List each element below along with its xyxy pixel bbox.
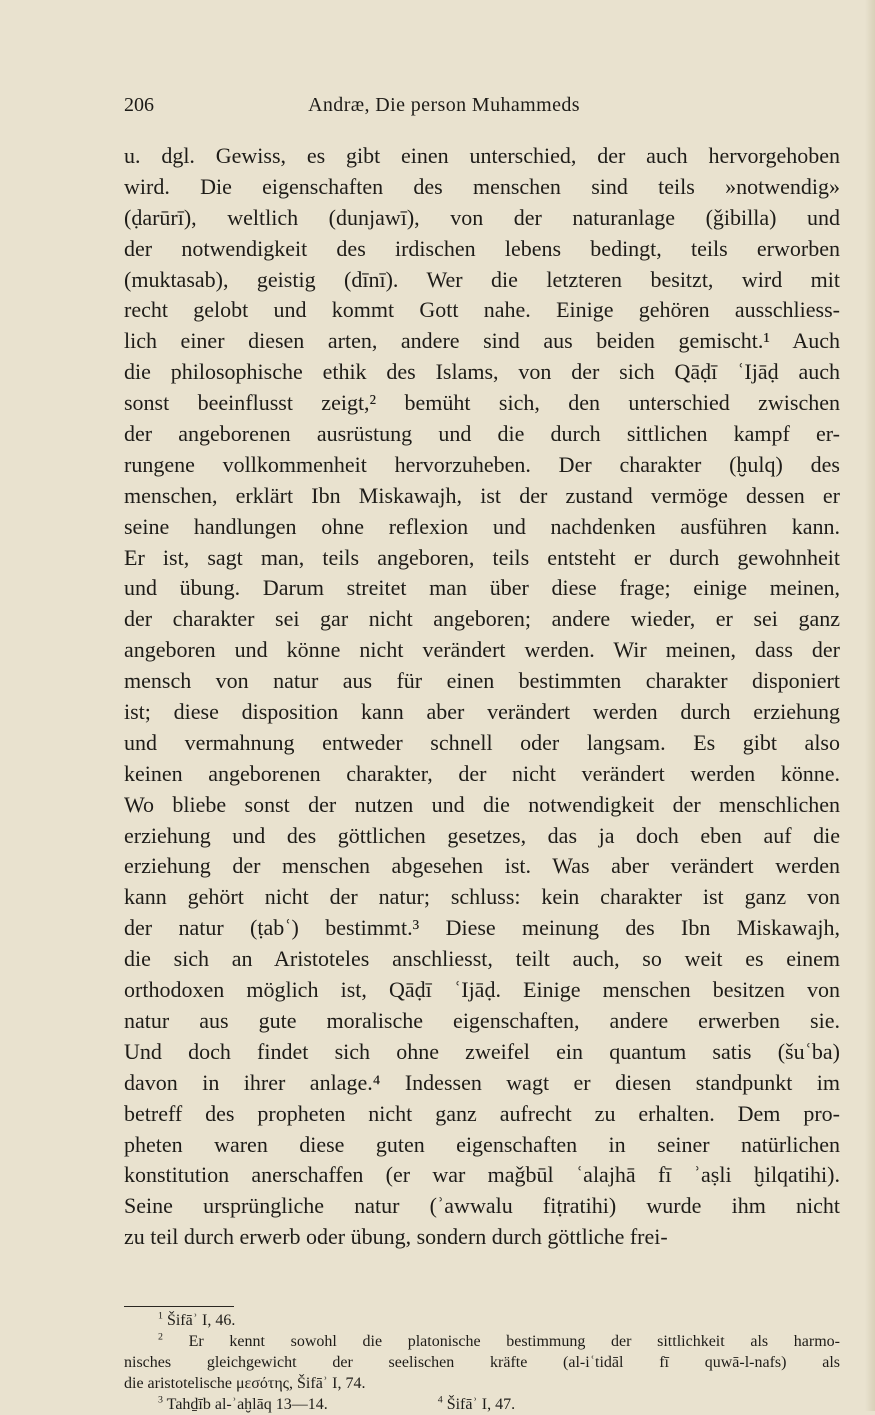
body-line: recht gelobt und kommt Gott nahe. Einige gehören ausschliess- — [124, 297, 840, 323]
footnote-2-line-2: nisches gleichgewicht der seelischen kräfte (al-iʿtidāl fī quwā-l-nafs) als — [124, 1354, 840, 1371]
body-line: der notwendigkeit des irdischen lebens bedingt, teils erworben — [124, 235, 840, 261]
body-line: zu teil durch erwerb oder übung, sondern durch göttliche frei- — [124, 1224, 668, 1250]
body-line: Und doch findet sich ohne zweifel ein quantum satis (šuʿba) — [124, 1038, 840, 1064]
body-line: konstitution anerschaffen (er war maǧbūl ʿalajhā fī ʾaṣli ḫilqatihi). — [124, 1162, 840, 1188]
page-header — [124, 94, 764, 122]
footnotes-3-4 — [124, 1394, 840, 1415]
running-title: Andræ, Die person Muhammeds — [308, 94, 580, 116]
footnote-4-number: 4 — [437, 1394, 443, 1406]
footnote-4-text: Šifāʾ I, 47. — [446, 1396, 516, 1413]
body-line: der natur (ṭabʿ) bestimmt.³ Diese meinung des Ibn Miskawajh, — [124, 915, 840, 941]
body-line: u. dgl. Gewiss, es gibt einen unterschied, der auch hervorgehoben — [124, 143, 840, 168]
body-line: keinen angeborenen charakter, der nicht verändert werden könne. — [124, 760, 840, 786]
footnote-2-line-3: die aristotelische μεσότης, Šifāʾ I, 74. — [124, 1375, 366, 1392]
body-text — [124, 141, 840, 1253]
body-line: sonst beeinflusst zeigt,² bemüht sich, den unterschied zwischen — [124, 390, 840, 416]
footnotes — [124, 1310, 840, 1415]
footnote-rule — [124, 1306, 234, 1307]
body-line: die philosophische ethik des Islams, von der sich Qāḍī ʿIjāḍ auch — [124, 359, 840, 385]
footnote-1-number: 1 — [158, 1310, 163, 1322]
body-line: Wo bliebe sonst der nutzen und die notwendigkeit der menschlichen — [124, 791, 840, 817]
body-line: der angeborenen ausrüstung und die durch sittlichen kampf er- — [124, 421, 840, 447]
body-line: betreff des propheten nicht ganz aufrecht zu erhalten. Dem pro- — [124, 1100, 840, 1126]
body-line: und vermahnung entweder schnell oder langsam. Es gibt also — [124, 729, 840, 755]
body-line: und übung. Darum streitet man über diese frage; einige meinen, — [124, 575, 840, 601]
footnote-2-line-1 — [124, 1331, 840, 1352]
body-line: angeboren und könne nicht verändert werden. Wir meinen, dass der — [124, 637, 840, 663]
body-line: davon in ihrer anlage.⁴ Indessen wagt er diesen standpunkt im — [124, 1069, 840, 1095]
body-line: (ḍarūrī), weltlich (dunjawī), von der naturanlage (ǧibilla) und — [124, 204, 840, 230]
footnote-1-text: Šifāʾ I, 46. — [166, 1312, 236, 1329]
footnote-2-number: 2 — [158, 1331, 163, 1343]
body-line: erziehung und des göttlichen gesetzes, das ja doch eben auf die — [124, 822, 840, 848]
footnote-3-number: 3 — [158, 1394, 163, 1406]
body-line: erziehung der menschen abgesehen ist. Was aber verändert werden — [124, 853, 840, 879]
body-line: (muktasab), geistig (dīnī). Wer die letzteren besitzt, wird mit — [124, 266, 840, 292]
body-line: orthodoxen möglich ist, Qāḍī ʿIjāḍ. Einige menschen besitzen von — [124, 977, 840, 1003]
body-line: kann gehört nicht der natur; schluss: kein charakter ist ganz von — [124, 884, 840, 910]
page-number: 206 — [124, 94, 154, 116]
body-line: ist; diese disposition kann aber verändert werden durch erziehung — [124, 699, 840, 725]
body-line: rungene vollkommenheit hervorzuheben. Der charakter (ḫulq) des — [124, 451, 840, 477]
body-line: mensch von natur aus für einen bestimmten charakter disponiert — [124, 668, 840, 694]
body-line: natur aus gute moralische eigenschaften, andere erwerben sie. — [124, 1007, 840, 1033]
footnote-3-text: Tahḏīb al-ʾaḫlāq 13—14. — [166, 1396, 328, 1413]
body-line: lich einer diesen arten, andere sind aus beiden gemischt.¹ Auch — [124, 328, 840, 354]
footnote-1 — [124, 1310, 840, 1331]
body-line: seine handlungen ohne reflexion und nachdenken ausführen kann. — [124, 513, 840, 539]
body-line: die sich an Aristoteles anschliesst, teilt auch, so weit es einem — [124, 946, 840, 972]
body-line: Seine ursprüngliche natur (ʾawwalu fiṭratihi) wurde ihm nicht — [124, 1193, 840, 1219]
body-line: wird. Die eigenschaften des menschen sind teils »notwendig» — [124, 173, 840, 199]
body-line: menschen, erklärt Ibn Miskawajh, ist der zustand vermöge dessen er — [124, 482, 840, 508]
body-line: der charakter sei gar nicht angeboren; andere wieder, er sei ganz — [124, 606, 840, 632]
footnote-2-line-1-text: Er kennt sowohl die platonische bestimmung der sittlichkeit als harmo- — [188, 1333, 840, 1350]
body-line: pheten waren diese guten eigenschaften in seiner natürlichen — [124, 1131, 840, 1157]
page-edge-shadow — [865, 0, 875, 1411]
body-line: Er ist, sagt man, teils angeboren, teils entsteht er durch gewohnheit — [124, 544, 840, 570]
